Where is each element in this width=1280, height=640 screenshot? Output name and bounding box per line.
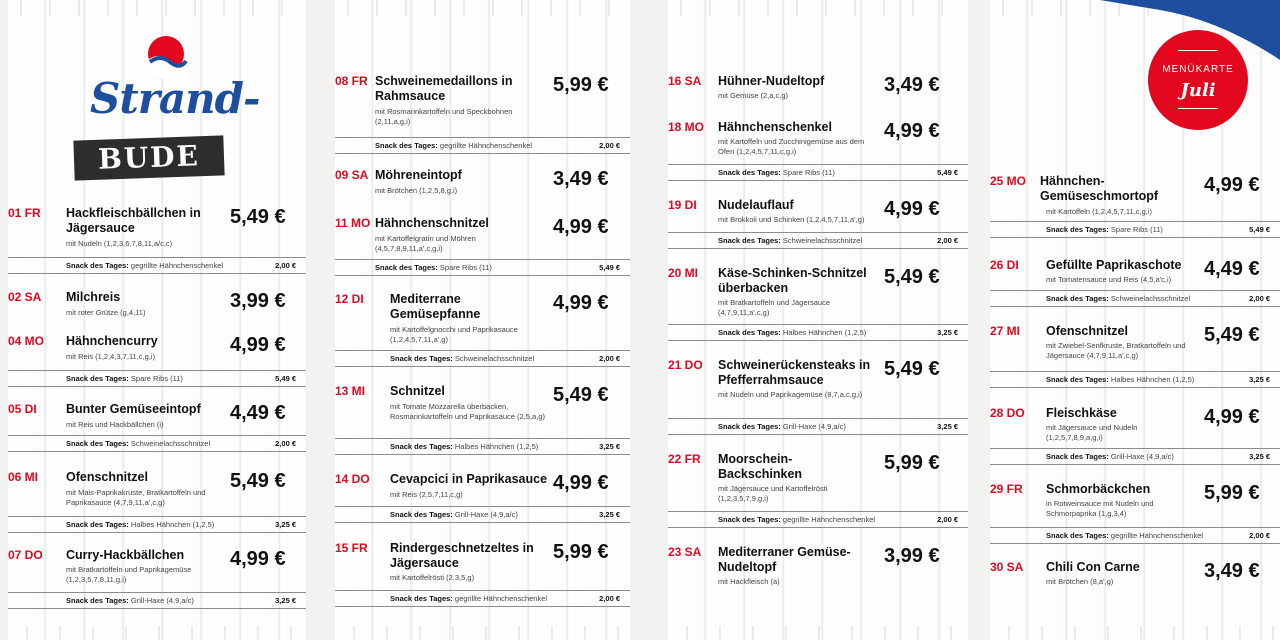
menu-item-price: 4,99 €	[1204, 174, 1260, 196]
snack-name: Grill-Haxe (4,9,a/c)	[454, 510, 518, 519]
menu-item-desc: mit Bratkartoffeln und Paprikagemüse (1,2,3,5,7,8,11,g,i)	[66, 565, 192, 584]
snack-row	[335, 590, 630, 607]
menu-item-name: Ofenschnitzel	[66, 470, 148, 484]
menu-item-day: 09 SA	[335, 168, 369, 182]
menu-item-name: Käse-Schinken-Schnitzel überbacken	[718, 266, 867, 295]
snack-price: 2,00 €	[599, 354, 620, 363]
menu-item-name: Schweinerückensteaks in Pfefferrahmsauce	[718, 358, 871, 387]
menu-item-day: 01 FR	[8, 206, 41, 220]
menu-item-desc: mit Kartoffeln (1,2,4,5,7,11,c,g,i)	[1046, 207, 1153, 216]
menu-panel-2	[335, 0, 630, 640]
menu-month-badge	[1148, 30, 1248, 130]
snack-name: Halbes Hähnchen (1,2,5)	[130, 520, 215, 529]
snack-label: Snack des Tages:	[718, 328, 781, 337]
snack-row	[335, 259, 630, 276]
menu-item-name: Nudelauflauf	[718, 198, 794, 212]
badge-title: MENÜKARTE	[1162, 64, 1234, 75]
menu-item-price: 4,99 €	[553, 472, 609, 494]
menu-item-name: Schmorbäckchen	[1046, 482, 1151, 496]
menu-item-name: Milchreis	[66, 290, 121, 304]
snack-price: 3,25 €	[1249, 452, 1270, 461]
menu-item-day: 22 FR	[668, 452, 701, 466]
menu-item-price: 5,49 €	[553, 384, 609, 406]
snack-name: Halbes Hähnchen (1,2,5)	[454, 442, 539, 451]
snack-price: 2,00 €	[937, 515, 958, 524]
menu-item-price: 5,49 €	[884, 266, 940, 288]
snack-price: 3,25 €	[275, 596, 296, 605]
menu-item-name: Mediterrane Gemüsepfanne	[390, 292, 481, 321]
menu-item-day: 12 DI	[335, 292, 364, 306]
snack-row	[668, 511, 968, 528]
snack-label: Snack des Tages:	[1046, 225, 1109, 234]
snack-price: 3,25 €	[937, 422, 958, 431]
menu-item-day: 02 SA	[8, 290, 42, 304]
menu-item-price: 5,99 €	[884, 452, 940, 474]
snack-price: 5,49 €	[599, 263, 620, 272]
snack-name: Grill-Haxe (4,9,a/c)	[782, 422, 846, 431]
menu-item-name: Hackfleischbällchen in Jägersauce	[66, 206, 201, 235]
sun-wave-icon	[144, 34, 188, 78]
menu-item-desc: mit Mais-Paprikakruste, Bratkartoffeln und Paprikasauce (4,7,9,11,a',c,g)	[66, 488, 206, 507]
snack-label: Snack des Tages:	[718, 515, 781, 524]
snack-name: Schweinelachsschnitzel	[782, 236, 863, 245]
snack-label: Snack des Tages:	[1046, 452, 1109, 461]
snack-price: 5,49 €	[937, 168, 958, 177]
snack-price: 2,00 €	[599, 594, 620, 603]
menu-item-desc: mit Reis und Hackbällchen (i)	[66, 420, 164, 429]
menu-item-name: Gefüllte Paprikaschote	[1046, 258, 1182, 272]
menu-item-price: 4,99 €	[1204, 406, 1260, 428]
menu-item-price: 4,99 €	[553, 216, 609, 238]
badge-divider	[1178, 108, 1218, 109]
menu-item-price: 4,49 €	[230, 402, 286, 424]
logo-bude-banner	[73, 135, 224, 180]
snack-price: 2,00 €	[599, 141, 620, 150]
snack-price: 2,00 €	[275, 439, 296, 448]
snack-price: 3,25 €	[937, 328, 958, 337]
menu-item-desc: mit Kartoffelgratin und Möhren (4,5,7,8,9,11,a',c,g,i)	[375, 234, 476, 253]
menu-item-name: Rindergeschnetzeltes in Jägersauce	[390, 541, 534, 570]
menu-item-day: 05 DI	[8, 402, 37, 416]
menu-item-day: 26 DI	[990, 258, 1019, 272]
menu-item-desc: mit Gemüse (2,a,c,g)	[718, 91, 789, 100]
snack-label: Snack des Tages:	[390, 354, 453, 363]
snack-label: Snack des Tages:	[66, 520, 129, 529]
snack-name: gegrillte Hähnchenschenkel	[1110, 531, 1204, 540]
menu-item-day: 18 MO	[668, 120, 705, 134]
snack-row	[668, 324, 968, 341]
menu-item-desc: mit Kartoffelrösti (2,3,5,g)	[390, 573, 475, 582]
snack-row	[668, 232, 968, 249]
snack-label: Snack des Tages:	[390, 510, 453, 519]
snack-label: Snack des Tages:	[390, 594, 453, 603]
snack-name: gegrillte Hähnchenschenkel	[782, 515, 876, 524]
snack-name: Grill-Haxe (4,9,a/c)	[130, 596, 194, 605]
menu-item-day: 28 DO	[990, 406, 1025, 420]
menu-item-name: Möhreneintopf	[375, 168, 462, 182]
menu-item-price: 4,99 €	[884, 198, 940, 220]
snack-row	[990, 221, 1280, 238]
snack-row	[990, 448, 1280, 465]
menu-item-price: 5,99 €	[553, 74, 609, 96]
snack-name: Spare Ribs (11)	[1110, 225, 1163, 234]
badge-month: Juli	[1180, 80, 1216, 101]
snack-label: Snack des Tages:	[375, 263, 438, 272]
snack-row	[8, 370, 306, 387]
snack-row	[8, 592, 306, 609]
menu-item-day: 08 FR	[335, 74, 368, 88]
menu-item-desc: mit Tomatensauce und Reis (4,5,a'c,i)	[1046, 275, 1172, 284]
menu-item-price: 5,49 €	[230, 470, 286, 492]
snack-price: 2,00 €	[1249, 531, 1270, 540]
menu-item-desc: in Rotweinsauce mit Nudeln und Schmorpaprika (1,g,3,4)	[1046, 499, 1154, 518]
strand-bude-logo	[66, 22, 260, 182]
menu-item-price: 4,99 €	[230, 334, 286, 356]
menu-item-desc: mit Nudeln (1,2,3,6,7,8,11,a/c,c)	[66, 239, 173, 248]
menu-item-name: Fleischkäse	[1046, 406, 1117, 420]
snack-name: gegrillte Hähnchenschenkel	[439, 141, 533, 150]
menu-item-day: 15 FR	[335, 541, 368, 555]
snack-label: Snack des Tages:	[66, 596, 129, 605]
badge-divider	[1178, 50, 1218, 51]
menu-item-price: 4,49 €	[1204, 258, 1260, 280]
snack-label: Snack des Tages:	[1046, 294, 1109, 303]
menu-item-name: Moorschein-Backschinken	[718, 452, 803, 481]
snack-name: Spare Ribs (11)	[782, 168, 835, 177]
menu-item-day: 20 MI	[668, 266, 699, 280]
snack-price: 5,49 €	[1249, 225, 1270, 234]
menu-item-desc: mit Kartoffeln und Zucchinigemüse aus dem Ofen (1,2,4,5,7,11,c,g,i)	[718, 137, 865, 156]
menu-item-desc: mit Brötchen (1,2,5,8,g,i)	[375, 186, 458, 195]
menu-panel-4	[990, 0, 1280, 640]
menu-item-day: 06 MI	[8, 470, 39, 484]
menu-item-day: 04 MO	[8, 334, 45, 348]
snack-name: Spare Ribs (11)	[130, 374, 183, 383]
menu-item-price: 3,49 €	[884, 74, 940, 96]
snack-price: 5,49 €	[275, 374, 296, 383]
menu-item-price: 3,49 €	[553, 168, 609, 190]
menu-item-price: 5,49 €	[1204, 324, 1260, 346]
snack-name: gegrillte Hähnchenschenkel	[454, 594, 548, 603]
menu-item-desc: mit Brötchen (8,a',g)	[1046, 577, 1114, 586]
snack-name: Schweinelachsschnitzel	[454, 354, 535, 363]
menu-item-name: Hähnchenschenkel	[718, 120, 832, 134]
menu-item-name: Bunter Gemüseeintopf	[66, 402, 201, 416]
menu-item-desc: mit Reis (2,5,7,11,c,g)	[390, 490, 463, 499]
menu-item-desc: mit Jägersauce und Nudeln (1,2,5,7,8,9,a,g,i)	[1046, 423, 1138, 442]
snack-row	[990, 527, 1280, 544]
menu-item-desc: mit Hackfleisch (a)	[718, 577, 780, 586]
snack-price: 2,00 €	[1249, 294, 1270, 303]
menu-item-day: 30 SA	[990, 560, 1024, 574]
snack-name: Halbes Hähnchen (1,2,5)	[1110, 375, 1195, 384]
menu-item-day: 25 MO	[990, 174, 1027, 188]
menu-item-price: 4,99 €	[230, 548, 286, 570]
snack-row	[990, 290, 1280, 307]
snack-label: Snack des Tages:	[375, 141, 438, 150]
snack-name: Schweinelachsschnitzel	[130, 439, 211, 448]
snack-label: Snack des Tages:	[1046, 531, 1109, 540]
menu-item-price: 4,99 €	[553, 292, 609, 314]
snack-label: Snack des Tages:	[66, 374, 129, 383]
snack-name: Spare Ribs (11)	[439, 263, 492, 272]
snack-price: 3,25 €	[275, 520, 296, 529]
menu-item-name: Mediterraner Gemüse-Nudeltopf	[718, 545, 851, 574]
snack-price: 2,00 €	[275, 261, 296, 270]
menu-item-name: Hähnchen-Gemüseschmortopf	[1040, 174, 1159, 203]
snack-label: Snack des Tages:	[718, 236, 781, 245]
menu-item-name: Chili Con Carne	[1046, 560, 1140, 574]
snack-row	[335, 137, 630, 154]
menu-item-day: 19 DI	[668, 198, 697, 212]
menu-item-desc: mit roter Grütze (g,4,11)	[66, 308, 146, 317]
menu-item-desc: mit Tomate Mozzarella überbacken, Rosmarinkartoffeln und Paprikasauce (2,5,a,g)	[390, 402, 545, 421]
menu-item-day: 14 DO	[335, 472, 370, 486]
menu-item-name: Hühner-Nudeltopf	[718, 74, 825, 88]
menu-item-name: Ofenschnitzel	[1046, 324, 1128, 338]
snack-row	[8, 257, 306, 274]
menu-item-day: 23 SA	[668, 545, 702, 559]
snack-label: Snack des Tages:	[66, 439, 129, 448]
snack-price: 3,25 €	[1249, 375, 1270, 384]
snack-row	[335, 506, 630, 523]
snack-price: 3,25 €	[599, 442, 620, 451]
logo-bude-text: BUDE	[97, 139, 201, 176]
menu-item-price: 5,99 €	[1204, 482, 1260, 504]
menu-item-day: 29 FR	[990, 482, 1023, 496]
menu-item-name: Curry-Hackbällchen	[66, 548, 185, 562]
snack-price: 2,00 €	[937, 236, 958, 245]
menu-item-desc: mit Rosmarinkartoffeln und Speckbohnen (2,11,a,g,i)	[375, 107, 513, 126]
snack-label: Snack des Tages:	[718, 422, 781, 431]
menu-item-day: 07 DO	[8, 548, 43, 562]
menu-item-desc: mit Bratkartoffeln und Jägersauce (4,7,9,11,a',c,g)	[718, 298, 831, 317]
snack-row	[668, 164, 968, 181]
menu-item-day: 27 MI	[990, 324, 1021, 338]
menu-item-day: 16 SA	[668, 74, 702, 88]
menu-item-day: 11 MO	[335, 216, 371, 230]
menu-item-name: Hähnchencurry	[66, 334, 158, 348]
snack-price: 3,25 €	[599, 510, 620, 519]
snack-label: Snack des Tages:	[390, 442, 453, 451]
snack-row	[668, 418, 968, 435]
snack-name: Schweinelachsschnitzel	[1110, 294, 1191, 303]
snack-label: Snack des Tages:	[66, 261, 129, 270]
snack-name: Grill-Haxe (4,9,a/c)	[1110, 452, 1174, 461]
menu-item-day: 13 MI	[335, 384, 366, 398]
menu-panel-3	[668, 0, 968, 640]
menu-item-price: 5,49 €	[230, 206, 286, 228]
snack-row	[335, 438, 630, 455]
snack-name: gegrillte Hähnchenschenkel	[130, 261, 224, 270]
menu-item-name: Cevapcici in Paprikasauce	[390, 472, 548, 486]
menu-item-desc: mit Brokkoli und Schinken (1,2,4,5,7,11,a',g)	[718, 215, 865, 224]
menu-item-desc: mit Reis (1,2,4,3,7,11,c,g,i)	[66, 352, 156, 361]
logo-strand-text: Strand-	[90, 74, 260, 123]
snack-row	[8, 435, 306, 452]
menu-item-desc: mit Zwiebel-Senfkruste, Bratkartoffeln und Jägersauce (4,7,9,11,a',c,g)	[1046, 341, 1186, 360]
menu-item-price: 5,49 €	[884, 358, 940, 380]
menu-item-name: Schweinemedaillons in Rahmsauce	[375, 74, 513, 103]
menu-item-price: 3,99 €	[884, 545, 940, 567]
snack-label: Snack des Tages:	[1046, 375, 1109, 384]
menu-item-desc: mit Kartoffelgnocchi und Paprikasauce (1,2,4,5,7,11,a',g)	[390, 325, 518, 344]
snack-label: Snack des Tages:	[718, 168, 781, 177]
menu-item-desc: mit Nudeln und Paprikagemüse (8,7,a,c,g,i)	[718, 390, 863, 399]
snack-name: Halbes Hähnchen (1,2,5)	[782, 328, 867, 337]
menu-item-day: 21 DO	[668, 358, 703, 372]
menu-item-name: Schnitzel	[390, 384, 445, 398]
menu-panel-1	[8, 0, 306, 640]
menu-item-desc: mit Jägersauce und Kartoffelrösti (1,2,3,5,7,9,g,i)	[718, 484, 828, 503]
menu-item-name: Hähnchenschnitzel	[375, 216, 489, 230]
snack-row	[335, 350, 630, 367]
menu-item-price: 3,99 €	[230, 290, 286, 312]
snack-row	[990, 371, 1280, 388]
menu-item-price: 5,99 €	[553, 541, 609, 563]
snack-row	[8, 516, 306, 533]
menu-item-price: 4,99 €	[884, 120, 940, 142]
menu-item-price: 3,49 €	[1204, 560, 1260, 582]
